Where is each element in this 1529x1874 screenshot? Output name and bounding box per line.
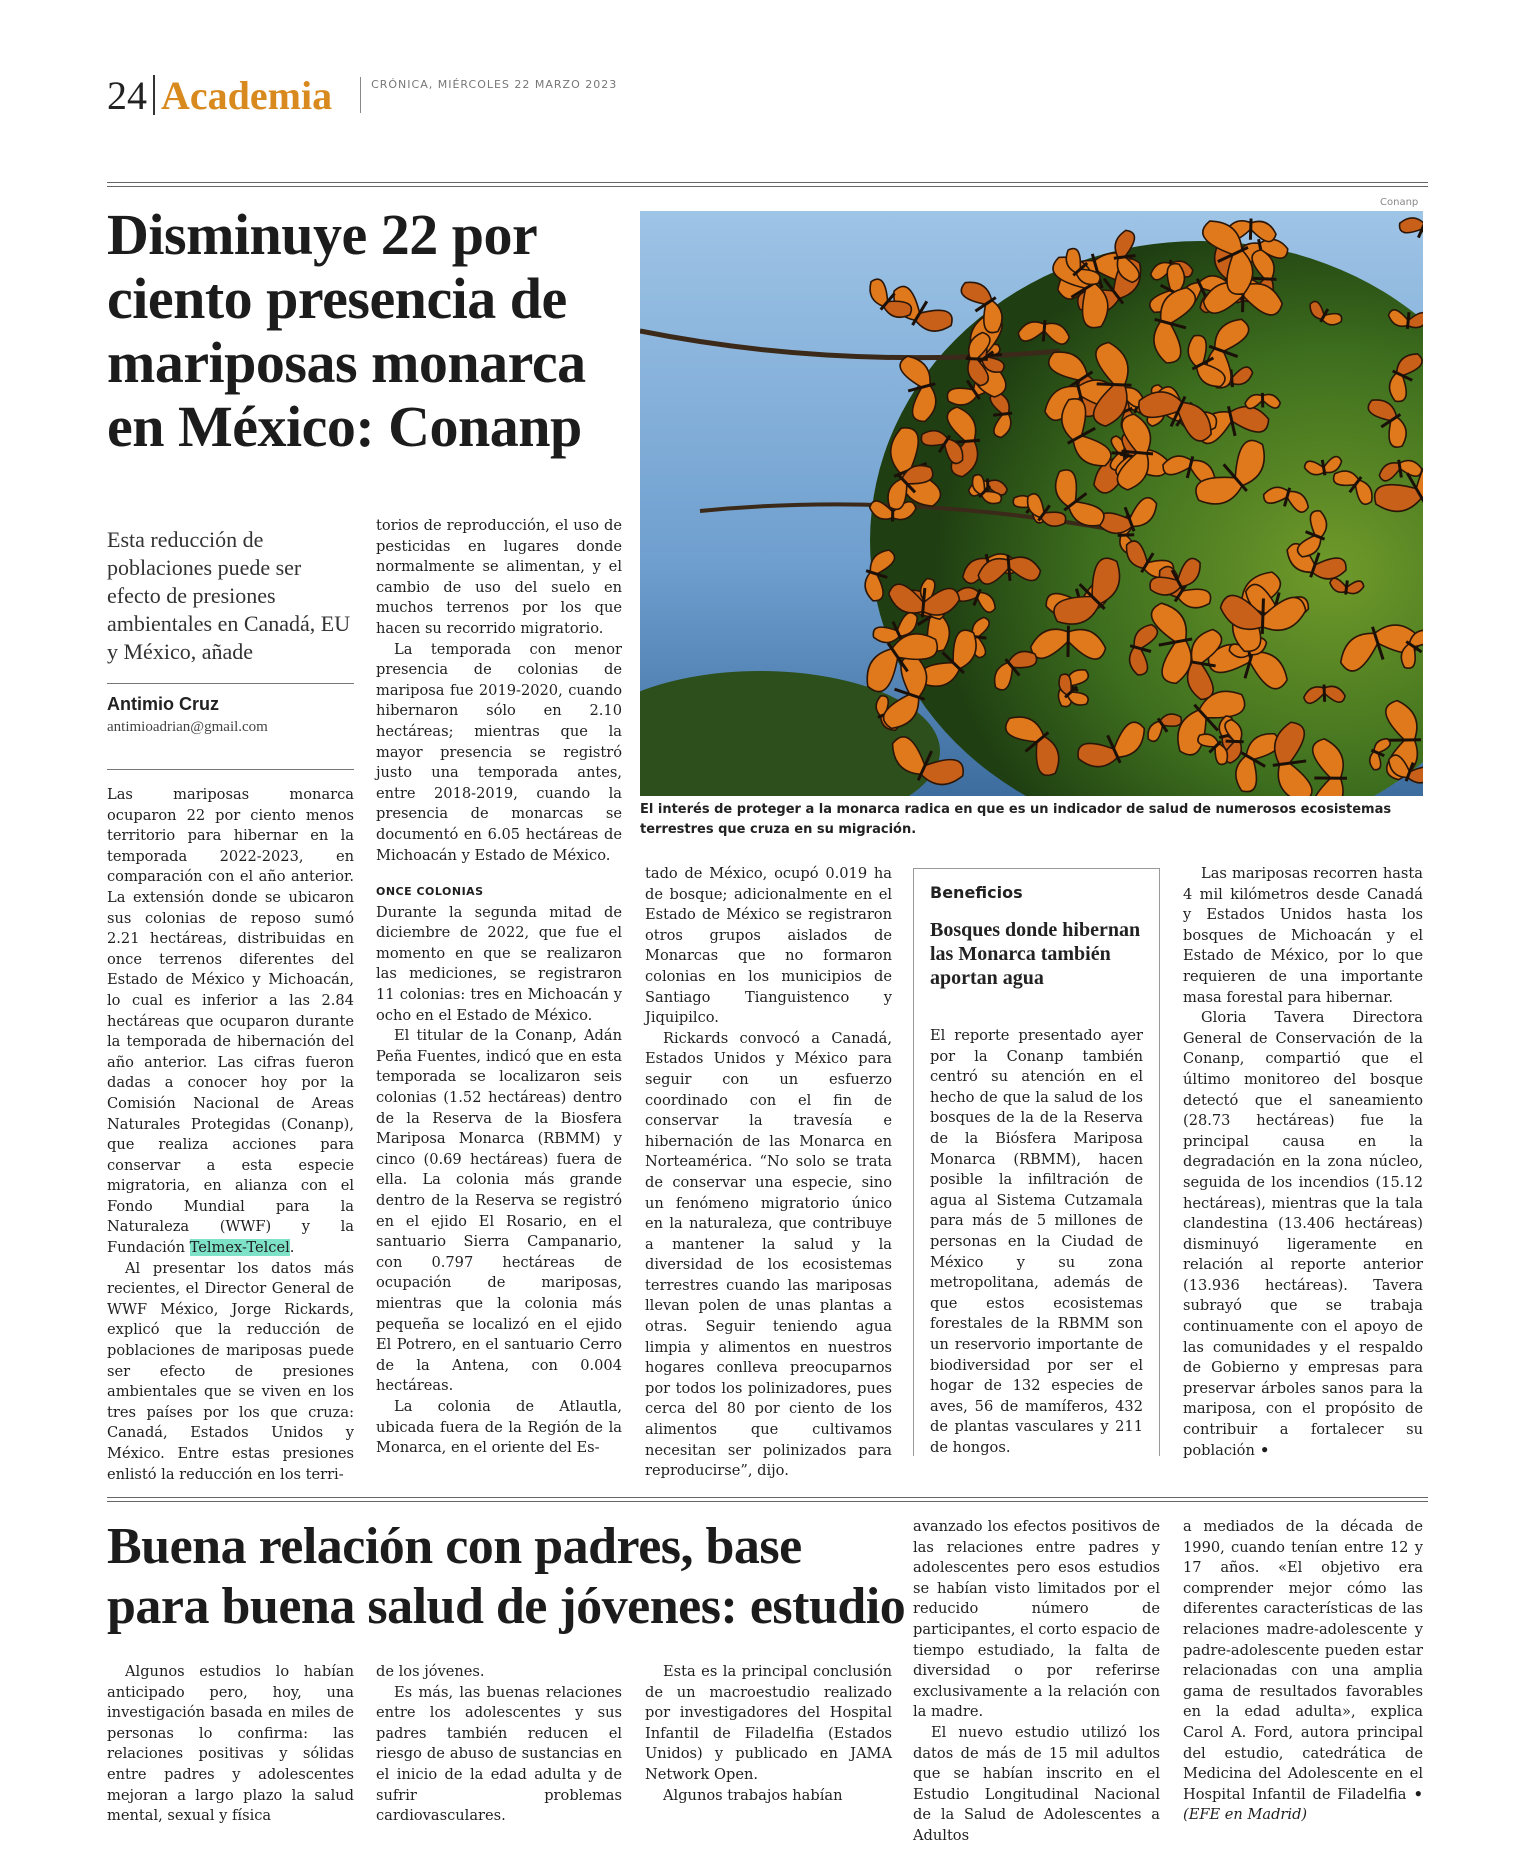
article2-paragraph: Algunos trabajos habían [663, 1786, 843, 1804]
dek-rule [107, 683, 354, 684]
article2-paragraph: El nuevo estudio utilizó los datos de más de 15 mil adultos que se habían inscrito en el Estudio Longitudinal Nacional de la Salud de Adolescentes a Adultos [913, 1723, 1160, 1844]
article1-text: . [289, 1239, 295, 1257]
wire-credit: (EFE en Madrid) [1183, 1806, 1308, 1824]
article1-text: Las mariposas monarca ocuparon 22 por ciento menos territorio para hibernar en la temporada 2022-2023, en comparación con el año anterior. La extensión donde se ubicaron sus colonias de reposo sumó 2.21 hectáreas, distribuidas en once terrenos diferentes del Estado de México y Michoacán, lo cual es inferior a las 2.84 hectáreas que ocuparon durante la temporada de hibernación del año anterior. Las cifras fueron dadas a conocer hoy por la Comisión Nacional de Areas Naturales Protegidas (Conanp), que realiza acciones para conservar a esta especie migratoria, en alianza con el Fondo Mundial para la Naturaleza (WWF) y la Fundación [107, 786, 354, 1257]
article1-paragraph: Las mariposas recorren hasta 4 mil kilómetros desde Canadá y Estados Unidos hasta los bosques de Michoacán y el Estado de México, por lo que requieren de una importante masa forestal para hibernar. [1183, 865, 1423, 1006]
article1-paragraph: torios de reproducción, el uso de pesticidas en lugares donde normalmente se alimentan, y el cambio de uso del suelo en muchos terrenos por los que hacen su recorrido migratorio. [376, 517, 622, 637]
article1-paragraph: Durante la segunda mitad de diciembre de 2022, que fue el momento en que se realizaron las mediciones, se registraron 11 colonias: tres en Michoacán y ocho en el Estado de México. [376, 903, 622, 1024]
article1-paragraph: Al presentar los datos más recientes, el Director General de WWF México, Jorge Rickards, explicó que la reducción de poblaciones de mariposas puede ser efecto de presiones ambientales que se viven en los tres países por los que cruza: Canadá, Estados Unidos y México. Entre estas presiones enlistó la reducción en los terri- [107, 1259, 354, 1483]
end-mark: • [1406, 1785, 1423, 1803]
photo-caption: El interés de proteger a la monarca radica en que es un indicador de salud de numerosos ecosistemas terrestres que cruza en su migración. [640, 802, 1392, 837]
article2-column-2 [376, 1662, 622, 1827]
article2-paragraph: de los jóvenes. [376, 1663, 485, 1680]
article-dek: Esta reducción de poblaciones puede ser efecto de presiones ambientales en Canadá, EU y México, añade [107, 527, 351, 664]
article2-headline: Buena relación con padres, base para buena salud de jóvenes: estudio [107, 1518, 906, 1635]
sidebar-body: El reporte presentado ayer por la Conanp también centró su atención en el hecho de que la salud de los bosques de la de la Reserva de la Biósfera Mariposa Monarca (RBMM), hacen posible la infiltración de agua al Sistema Cutzamala para más de 5 millones de personas en la Ciudad de México y su zona metropolitana, además de que estos ecosistemas forestales de la RBMM son un reservorio importante de biodiversidad por ser el hogar de 132 especies de aves, 56 de mamíferos, 432 de plantas vasculares y 211 de hongos. [930, 1027, 1143, 1456]
article1-paragraph: tado de México, ocupó 0.019 ha de bosque; adicionalmente en el Estado de México se registraron otros grupos aislados de Monarcas que no formaron colonias en los municipios de Santiago Tianguistenco y Jiquipilco. [645, 865, 892, 1027]
article1-paragraph: El titular de la Conanp, Adán Peña Fuentes, indicó que en esta temporada se localizaron seis colonias (1.52 hectáreas) dentro de la Reserva de la Biosfera Mariposa Monarca (RBMM) y cinco (0.69 hectáreas) fuera de ella. La colonia más grande dentro de la Reserva se registró en el ejido El Rosario, en el santuario Sierra Campanario, con 0.797 hectáreas de ocupación de mariposas, mientras que la colonia más pequeña se localizó en el ejido El Potrero, en el santuario Cerro de la Antena, con 0.004 hectáreas. [376, 1027, 622, 1395]
butterflies-illustration [640, 211, 1423, 796]
byline-rule [107, 769, 354, 770]
middle-rule [107, 1497, 1428, 1502]
author-name: Antimio Cruz [107, 694, 219, 714]
sidebar-title: Bosques donde hibernan las Monarca también aportan agua [930, 919, 1141, 989]
top-rule [107, 182, 1428, 187]
page-header [107, 70, 617, 120]
article2-column-4 [913, 1517, 1160, 1847]
article2-paragraph: Esta es la principal conclusión de un macroestudio realizado por investigadores del Hospital Infantil de Filadelfia (Estados Unidos) y publicado en JAMA Network Open. [645, 1663, 892, 1783]
author-email: antimioadrian@gmail.com [107, 719, 268, 735]
article2-paragraph: Algunos estudios lo habían anticipado pero, hoy, una investigación basada en miles de personas lo confirma: las relaciones positivas y sólidas entre padres y adolescentes mejoran a largo plazo la salud mental, sexual y física [107, 1663, 354, 1825]
highlighted-text: Telmex-Telcel [189, 1239, 290, 1257]
end-mark: • [1254, 1441, 1270, 1459]
sidebar-box [913, 868, 1160, 1456]
header-divider [153, 75, 155, 115]
article1-paragraph: La colonia de Atlautla, ubicada fuera de la Región de la Monarca, en el oriente del Es- [376, 1397, 622, 1457]
photo-credit: Conanp [1380, 197, 1419, 208]
article1-column-2 [376, 516, 622, 1459]
article2-column-5 [1183, 1517, 1423, 1826]
monarch-butterflies-photo [640, 211, 1423, 796]
sidebar-label: Beneficios [930, 883, 1023, 902]
section-name: Academia [161, 72, 333, 118]
article2-paragraph: Es más, las buenas relaciones entre los adolescentes y sus padres también reducen el riesgo de abuso de sustancias en el inicio de la edad adulta y de sufrir problemas cardiovasculares. [376, 1683, 622, 1825]
article1-paragraph: La temporada con menor presencia de colonias de mariposa fue 2019-2020, cuando hibernaron sólo en 2.10 hectáreas; mientras que la mayor presencia se registró justo una temporada antes, entre 2018-2019, cuando la presencia de monarcas se documentó en 6.05 hectáreas de Michoacán y Estado de México. [376, 640, 622, 864]
article1-column-5 [1183, 864, 1423, 1461]
page-number: 24 [107, 72, 147, 118]
article-headline: Disminuye 22 por ciento presencia de mariposas monarca en México: Conanp [107, 202, 586, 459]
article1-paragraph: Rickards convocó a Canadá, Estados Unidos y México para seguir con un esfuerzo coordinado con el fin de conservar la travesía e hibernación de las Monarca en Norteamérica. “No solo se trata de conservar una especie, sino un fenómeno migratorio único en la naturaleza, que contribuye a mantener la salud y la diversidad de los ecosistemas terrestres cuando las mariposas llevan polen de unas plantas a otras. Seguir teniendo agua limpia y alimentos en nuestros hogares conlleva preocuparnos por todos los polinizadores, pues cerca del 80 por ciento de los alimentos que cultivamos necesitan ser polinizados para reproducirse”, dijo. [645, 1029, 892, 1480]
article2-column-1 [107, 1662, 354, 1827]
article2-text: a mediados de la década de 1990, cuando tenían entre 12 y 17 años. «El objetivo era comprender mejor cómo las diferentes características de las relaciones madre-adolescente y padre-adolescente pueden estar relacionadas con una amplia gama de resultados favorables en la edad adulta», explica Carol A. Ford, autora principal del estudio, catedrática de Medicina del Adolescente en el Hospital Infantil de Filadelfia [1183, 1518, 1423, 1803]
article1-column-1 [107, 785, 354, 1485]
article2-column-3 [645, 1662, 892, 1806]
article1-text: Gloria Tavera Directora General de Conservación de la Conanp, compartió que el último monitoreo del bosque detectó que el saneamiento (28.73 hectáreas) fue la principal causa en la degradación en la zona núcleo, seguida de los incendios (15.12 hectáreas), mientras que la tala clandestina (13.406 hectáreas) disminuyó ligeramente en relación al reporte anterior (13.936 hectáreas). Tavera subrayó que se trabaja continuamente con el apoyo de las comunidades y el respaldo de Gobierno y empresas para preservar árboles sanos para la mariposa, con el propósito de contribuir a fortalecer su población [1183, 1009, 1423, 1459]
header-divider-2 [360, 77, 361, 113]
section-subhead: ONCE COLONIAS [376, 885, 484, 899]
dateline: CRÓNICA, MIÉRCOLES 22 MARZO 2023 [371, 78, 618, 91]
article2-paragraph: avanzado los efectos positivos de las relaciones entre padres y adolescentes pero esos estudios se habían visto limitados por el reducido número de participantes, el corto espacio de tiempo estudiado, la falta de diversidad o por referirse exclusivamente a la relación con la madre. [913, 1518, 1160, 1721]
article1-column-3 [645, 864, 892, 1482]
